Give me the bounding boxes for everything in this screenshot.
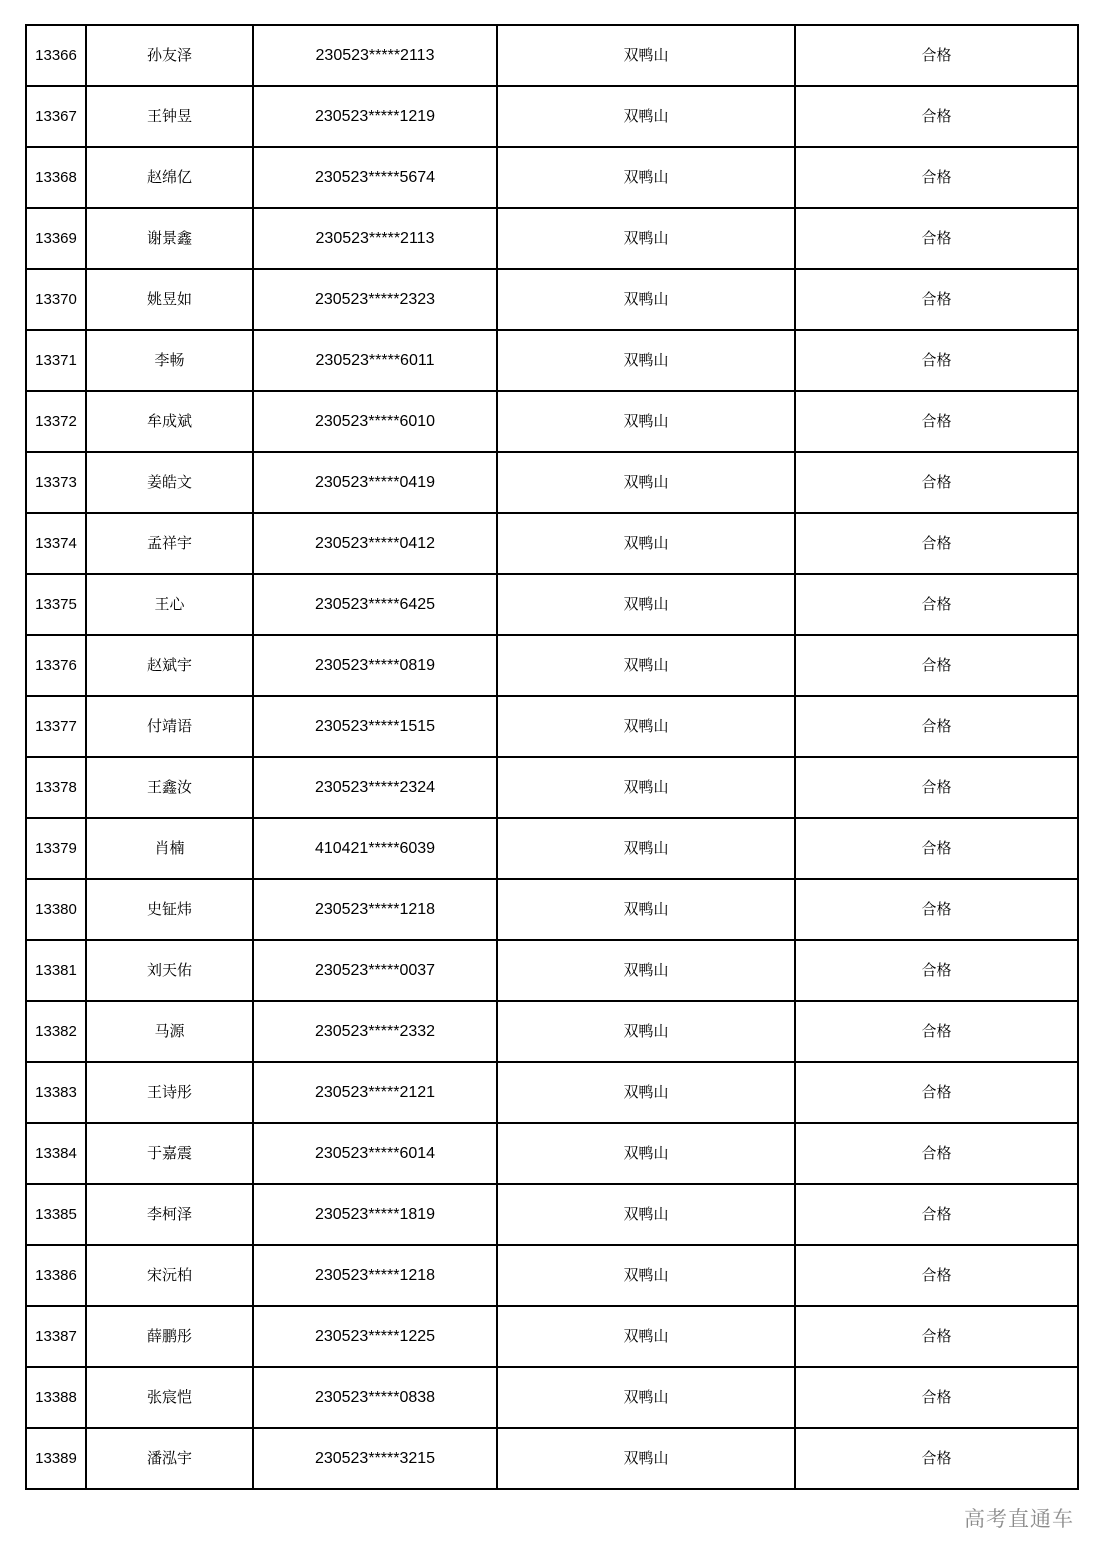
id-number-cell: 230523*****2332 [253,1001,497,1062]
result-cell: 合格 [795,757,1078,818]
result-cell: 合格 [795,635,1078,696]
serial-number-cell: 13373 [26,452,86,513]
id-number-cell: 230523*****0838 [253,1367,497,1428]
candidate-name-cell: 史钲炜 [86,879,253,940]
serial-number-cell: 13385 [26,1184,86,1245]
region-cell: 双鸭山 [497,1306,795,1367]
candidate-name-cell: 姜皓文 [86,452,253,513]
table-row [26,1306,1078,1367]
candidate-name-cell: 于嘉震 [86,1123,253,1184]
candidate-name-cell: 赵斌宇 [86,635,253,696]
id-number-cell: 230523*****1819 [253,1184,497,1245]
result-cell: 合格 [795,513,1078,574]
serial-number-cell: 13378 [26,757,86,818]
id-number-cell: 230523*****6014 [253,1123,497,1184]
serial-number-cell: 13386 [26,1245,86,1306]
table-row [26,208,1078,269]
serial-number-cell: 13389 [26,1428,86,1489]
serial-number-cell: 13383 [26,1062,86,1123]
result-cell: 合格 [795,1367,1078,1428]
serial-number-cell: 13371 [26,330,86,391]
candidate-name-cell: 付靖语 [86,696,253,757]
result-cell: 合格 [795,1062,1078,1123]
table-row [26,147,1078,208]
region-cell: 双鸭山 [497,757,795,818]
region-cell: 双鸭山 [497,1367,795,1428]
id-number-cell: 230523*****1225 [253,1306,497,1367]
result-cell: 合格 [795,452,1078,513]
region-cell: 双鸭山 [497,574,795,635]
results-table [25,24,1079,1490]
serial-number-cell: 13379 [26,818,86,879]
serial-number-cell: 13375 [26,574,86,635]
region-cell: 双鸭山 [497,635,795,696]
result-cell: 合格 [795,1306,1078,1367]
id-number-cell: 230523*****2121 [253,1062,497,1123]
table-row [26,86,1078,147]
serial-number-cell: 13382 [26,1001,86,1062]
id-number-cell: 230523*****2113 [253,208,497,269]
id-number-cell: 230523*****6010 [253,391,497,452]
table-row [26,940,1078,1001]
id-number-cell: 230523*****2323 [253,269,497,330]
table-row [26,25,1078,86]
table-row [26,1001,1078,1062]
result-cell: 合格 [795,391,1078,452]
table-row [26,452,1078,513]
candidate-name-cell: 潘泓宇 [86,1428,253,1489]
id-number-cell: 230523*****0419 [253,452,497,513]
region-cell: 双鸭山 [497,1062,795,1123]
candidate-name-cell: 孟祥宇 [86,513,253,574]
candidate-name-cell: 王心 [86,574,253,635]
watermark: 高考直通车 [964,1507,1074,1531]
table-row [26,757,1078,818]
result-cell: 合格 [795,696,1078,757]
region-cell: 双鸭山 [497,25,795,86]
serial-number-cell: 13370 [26,269,86,330]
region-cell: 双鸭山 [497,940,795,1001]
id-number-cell: 230523*****2324 [253,757,497,818]
region-cell: 双鸭山 [497,1428,795,1489]
serial-number-cell: 13377 [26,696,86,757]
candidate-name-cell: 宋沅柏 [86,1245,253,1306]
id-number-cell: 230523*****1219 [253,86,497,147]
candidate-name-cell: 牟成斌 [86,391,253,452]
id-number-cell: 230523*****1218 [253,879,497,940]
serial-number-cell: 13380 [26,879,86,940]
candidate-name-cell: 孙友泽 [86,25,253,86]
table-row [26,1428,1078,1489]
candidate-name-cell: 刘天佑 [86,940,253,1001]
serial-number-cell: 13376 [26,635,86,696]
candidate-name-cell: 赵绵亿 [86,147,253,208]
candidate-name-cell: 谢景鑫 [86,208,253,269]
candidate-name-cell: 张宸恺 [86,1367,253,1428]
serial-number-cell: 13369 [26,208,86,269]
region-cell: 双鸭山 [497,208,795,269]
candidate-name-cell: 肖楠 [86,818,253,879]
serial-number-cell: 13372 [26,391,86,452]
id-number-cell: 230523*****0819 [253,635,497,696]
region-cell: 双鸭山 [497,1245,795,1306]
serial-number-cell: 13374 [26,513,86,574]
table-row [26,1184,1078,1245]
region-cell: 双鸭山 [497,391,795,452]
table-row [26,1123,1078,1184]
serial-number-cell: 13368 [26,147,86,208]
id-number-cell: 230523*****1515 [253,696,497,757]
serial-number-cell: 13384 [26,1123,86,1184]
result-cell: 合格 [795,269,1078,330]
candidate-name-cell: 李畅 [86,330,253,391]
region-cell: 双鸭山 [497,696,795,757]
result-cell: 合格 [795,1001,1078,1062]
id-number-cell: 230523*****2113 [253,25,497,86]
table-row [26,696,1078,757]
region-cell: 双鸭山 [497,269,795,330]
id-number-cell: 410421*****6039 [253,818,497,879]
result-cell: 合格 [795,879,1078,940]
id-number-cell: 230523*****1218 [253,1245,497,1306]
result-cell: 合格 [795,25,1078,86]
region-cell: 双鸭山 [497,879,795,940]
region-cell: 双鸭山 [497,818,795,879]
id-number-cell: 230523*****0412 [253,513,497,574]
candidate-name-cell: 马源 [86,1001,253,1062]
result-cell: 合格 [795,1428,1078,1489]
id-number-cell: 230523*****3215 [253,1428,497,1489]
table-row [26,269,1078,330]
table-row [26,513,1078,574]
result-cell: 合格 [795,1184,1078,1245]
candidate-name-cell: 姚昱如 [86,269,253,330]
table-row [26,879,1078,940]
result-cell: 合格 [795,330,1078,391]
result-cell: 合格 [795,574,1078,635]
table-row [26,330,1078,391]
table-row [26,1245,1078,1306]
table-row [26,818,1078,879]
region-cell: 双鸭山 [497,86,795,147]
candidate-name-cell: 王诗彤 [86,1062,253,1123]
result-cell: 合格 [795,818,1078,879]
region-cell: 双鸭山 [497,147,795,208]
region-cell: 双鸭山 [497,330,795,391]
serial-number-cell: 13381 [26,940,86,1001]
table-row [26,391,1078,452]
serial-number-cell: 13367 [26,86,86,147]
candidate-name-cell: 王鑫汝 [86,757,253,818]
result-cell: 合格 [795,1245,1078,1306]
region-cell: 双鸭山 [497,1001,795,1062]
results-table-body [26,25,1078,1489]
id-number-cell: 230523*****6011 [253,330,497,391]
region-cell: 双鸭山 [497,452,795,513]
table-row [26,1062,1078,1123]
region-cell: 双鸭山 [497,1184,795,1245]
result-cell: 合格 [795,1123,1078,1184]
region-cell: 双鸭山 [497,1123,795,1184]
result-cell: 合格 [795,147,1078,208]
serial-number-cell: 13388 [26,1367,86,1428]
id-number-cell: 230523*****0037 [253,940,497,1001]
serial-number-cell: 13366 [26,25,86,86]
result-cell: 合格 [795,208,1078,269]
id-number-cell: 230523*****5674 [253,147,497,208]
id-number-cell: 230523*****6425 [253,574,497,635]
table-row [26,635,1078,696]
candidate-name-cell: 李柯泽 [86,1184,253,1245]
result-cell: 合格 [795,940,1078,1001]
region-cell: 双鸭山 [497,513,795,574]
result-cell: 合格 [795,86,1078,147]
candidate-name-cell: 王钟昱 [86,86,253,147]
serial-number-cell: 13387 [26,1306,86,1367]
table-row [26,1367,1078,1428]
candidate-name-cell: 薛鹏彤 [86,1306,253,1367]
table-row [26,574,1078,635]
